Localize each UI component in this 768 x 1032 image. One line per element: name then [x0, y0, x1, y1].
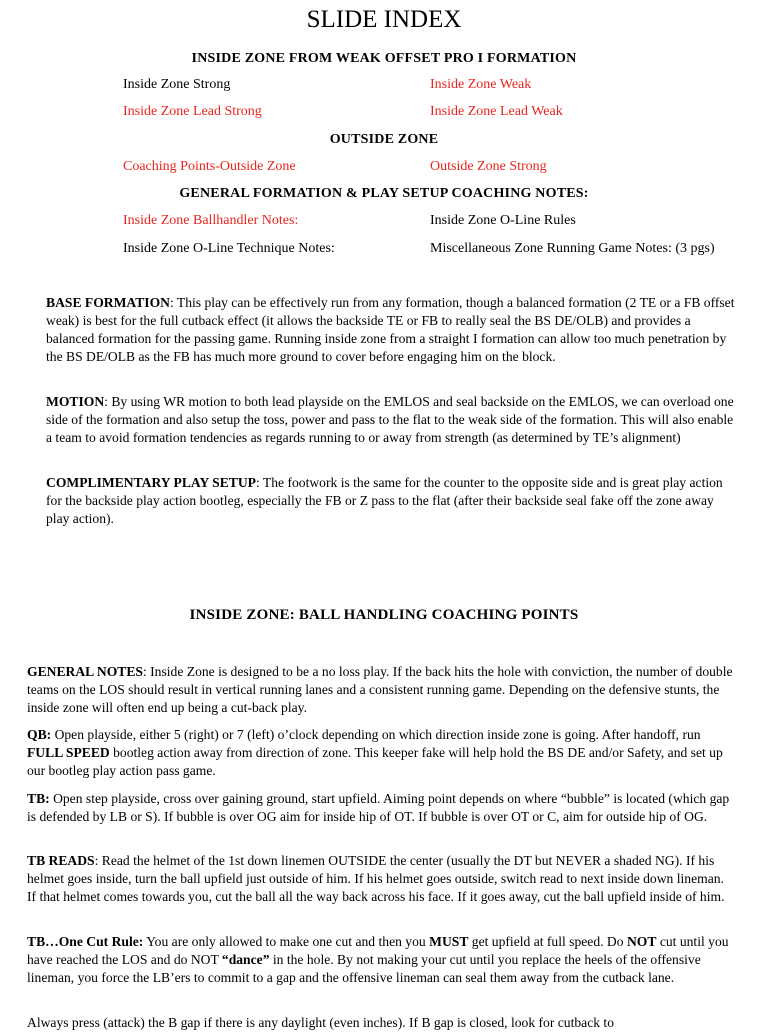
label-one-cut-rule: TB…One Cut Rule:: [27, 934, 144, 949]
text-one-cut-1: You are only allowed to make one cut and then you: [143, 934, 430, 949]
text-qb-1: Open playside, either 5 (right) or 7 (left) o’clock depending on which direction inside zone is going. After handoff, run: [51, 727, 701, 742]
link-oline-rules[interactable]: Inside Zone O-Line Rules: [430, 213, 576, 228]
paragraph-motion: [46, 393, 736, 447]
text-base-formation: : This play can be effectively run from any formation, though a balanced formation (2 TE or a FB offset weak) is best for the full cutback effect (it allows the backside TE or FB to really seal the BS DE/OLB) and provides a balanced formation for the passing game. Running inside zone from a straight I formation can allow too much penetration by the BS DE/OLB as the FB has much more ground to cover before engaging him on the block.: [46, 295, 735, 364]
label-complimentary: COMPLIMENTARY PLAY SETUP: [46, 475, 256, 490]
link-misc-notes[interactable]: Miscellaneous Zone Running Game Notes: (3 pgs): [430, 241, 715, 256]
text-one-cut-not: NOT: [626, 934, 657, 949]
link-oline-technique-notes[interactable]: Inside Zone O-Line Technique Notes:: [123, 241, 335, 256]
link-ballhandler-notes[interactable]: Inside Zone Ballhandler Notes:: [123, 213, 299, 228]
text-complimentary: : The footwork is the same for the counter to the opposite side and is great play action for the backside play action bootleg, especially the FB or Z pass to the flat (after their backside seal fake off the zone away play action).: [46, 475, 723, 526]
paragraph-tb: [27, 790, 735, 826]
paragraph-complimentary-play-setup: [46, 474, 736, 528]
label-motion: MOTION: [46, 394, 105, 409]
section-heading-general-formation: GENERAL FORMATION & PLAY SETUP COACHING NOTES:: [179, 186, 589, 201]
link-inside-zone-lead-weak[interactable]: Inside Zone Lead Weak: [430, 104, 563, 119]
text-qb-full-speed: FULL SPEED: [27, 745, 110, 760]
paragraph-one-cut-rule: [27, 933, 735, 987]
text-tb-reads: : Read the helmet of the 1st down linemen OUTSIDE the center (usually the DT but NEVER a shaded NG). If his helmet goes inside, turn the ball upfield just outside of him. If his helmet goes outside, switch read to next inside down lineman. If that helmet comes towards you, cut the ball all the way back across his face. If it goes away, cut the ball upfield inside of him.: [27, 853, 725, 904]
section-heading-inside-zone-weak-offset: INSIDE ZONE FROM WEAK OFFSET PRO I FORMATION: [191, 51, 577, 66]
paragraph-tb-reads: [27, 852, 735, 906]
text-one-cut-dance: “dance”: [221, 952, 270, 967]
paragraph-base-formation: [46, 294, 736, 366]
label-qb: QB:: [27, 727, 52, 742]
label-base-formation: BASE FORMATION: [46, 295, 170, 310]
page-title: SLIDE INDEX: [306, 6, 462, 33]
label-general-notes: GENERAL NOTES: [27, 664, 143, 679]
text-qb-2: bootleg action away from direction of zone. This keeper fake will help hold the BS DE and/or Safety, and set up our bootleg play action pass game.: [27, 745, 723, 778]
text-one-cut-must: MUST: [429, 934, 469, 949]
text-one-cut-4: in the hole. By not making your cut until you replace the heels of the offensive lineman, you force the LB’ers to commit to a gap and the offensive lineman can seal them away from the cutback lane.: [27, 952, 701, 985]
text-tb: Open step playside, cross over gaining ground, start upfield. Aiming point depends on where “bubble” is located (which gap is defended by LB or S). If bubble is over OG aim for inside hip of OT. If bubble is over OT or C, aim for outside hip of OG.: [27, 791, 730, 824]
label-tb-reads: TB READS: [27, 853, 95, 868]
link-inside-zone-lead-strong[interactable]: Inside Zone Lead Strong: [123, 104, 262, 119]
label-tb: TB:: [27, 791, 50, 806]
section-heading-ball-handling: INSIDE ZONE: BALL HANDLING COACHING POINTS: [189, 607, 579, 623]
link-inside-zone-strong[interactable]: Inside Zone Strong: [123, 77, 231, 92]
text-general-notes: : Inside Zone is designed to be a no loss play. If the back hits the hole with conviction, the number of double teams on the LOS should result in vertical running lanes and a consistent running game. Depending on the defensive stunts, the inside zone will often end up being a cut-back play.: [27, 664, 733, 715]
section-heading-outside-zone: OUTSIDE ZONE: [329, 132, 439, 147]
text-one-cut-3: cut until you have reached the LOS and do NOT: [27, 934, 729, 967]
text-motion: : By using WR motion to both lead playside on the EMLOS and seal backside on the EMLOS, we can overload one side of the formation and also setup the toss, power and pass to the flat to the weak side of the formation. This will also enable a team to avoid formation tendencies as regards running to or away from strength (as determined by TE’s alignment): [46, 394, 734, 445]
paragraph-qb: [27, 726, 735, 780]
paragraph-press-b-gap: Always press (attack) the B gap if there is any daylight (even inches). If B gap is closed, look for cutback to: [27, 1015, 615, 1030]
paragraph-general-notes: [27, 663, 735, 717]
link-inside-zone-weak[interactable]: Inside Zone Weak: [430, 77, 532, 92]
link-coaching-points-outside-zone[interactable]: Coaching Points-Outside Zone: [123, 159, 296, 174]
link-outside-zone-strong[interactable]: Outside Zone Strong: [430, 159, 547, 174]
text-one-cut-2: get upfield at full speed. Do: [468, 934, 627, 949]
